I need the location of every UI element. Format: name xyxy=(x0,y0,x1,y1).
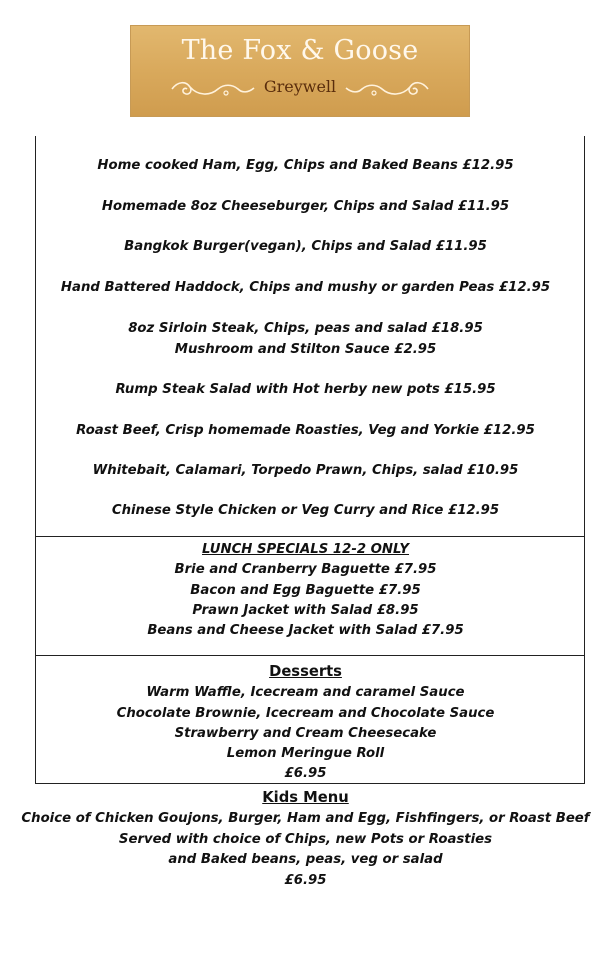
kids-line: Choice of Chicken Goujons, Burger, Ham and Egg, Fishfingers, or Roast Beef xyxy=(21,810,590,826)
menu-item: Rump Steak Salad with Hot herby new pots £15.95 xyxy=(115,381,496,397)
dessert-item: Strawberry and Cream Cheesecake xyxy=(174,725,437,741)
lunch-item: Brie and Cranberry Baguette £7.95 xyxy=(174,561,437,577)
dessert-price: £6.95 xyxy=(284,765,327,781)
lunch-item: Bacon and Egg Baguette £7.95 xyxy=(190,582,421,598)
pub-logo xyxy=(130,25,470,117)
menu-item: Chinese Style Chicken or Veg Curry and Rice £12.95 xyxy=(111,502,500,518)
menu-item: Hand Battered Haddock, Chips and mushy or garden Peas £12.95 xyxy=(60,279,551,295)
kids-price: £6.95 xyxy=(284,872,327,888)
dessert-item: Warm Waffle, Icecream and caramel Sauce xyxy=(146,684,465,700)
menu-item: Home cooked Ham, Egg, Chips and Baked Beans £12.95 xyxy=(97,157,514,173)
pub-location: Greywell xyxy=(263,77,337,96)
menu-item: Homemade 8oz Cheeseburger, Chips and Salad £11.95 xyxy=(101,198,510,214)
kids-line: Served with choice of Chips, new Pots or Roasties xyxy=(118,831,493,847)
pub-name: The Fox & Goose xyxy=(181,35,419,66)
kids-line: and Baked beans, peas, veg or salad xyxy=(168,851,443,867)
desserts-heading: Desserts xyxy=(269,662,342,680)
dessert-item: Chocolate Brownie, Icecream and Chocolate Sauce xyxy=(116,705,495,721)
menu-item-addon: Mushroom and Stilton Sauce £2.95 xyxy=(174,341,437,357)
menu-item: Roast Beef, Crisp homemade Roasties, Veg and Yorkie £12.95 xyxy=(76,422,535,438)
menu-item: Whitebait, Calamari, Torpedo Prawn, Chips, salad £10.95 xyxy=(92,462,519,478)
lunch-item: Beans and Cheese Jacket with Salad £7.95 xyxy=(147,622,464,638)
scroll-ornament-icon xyxy=(342,78,432,100)
menu-item: 8oz Sirloin Steak, Chips, peas and salad £18.95 xyxy=(128,320,483,336)
lunch-heading: LUNCH SPECIALS 12-2 ONLY xyxy=(201,541,410,557)
menu-item: Bangkok Burger(vegan), Chips and Salad £11.95 xyxy=(124,238,487,254)
kids-heading: Kids Menu xyxy=(262,788,349,806)
lunch-item: Prawn Jacket with Salad £8.95 xyxy=(192,602,419,618)
dessert-item: Lemon Meringue Roll xyxy=(226,745,385,761)
